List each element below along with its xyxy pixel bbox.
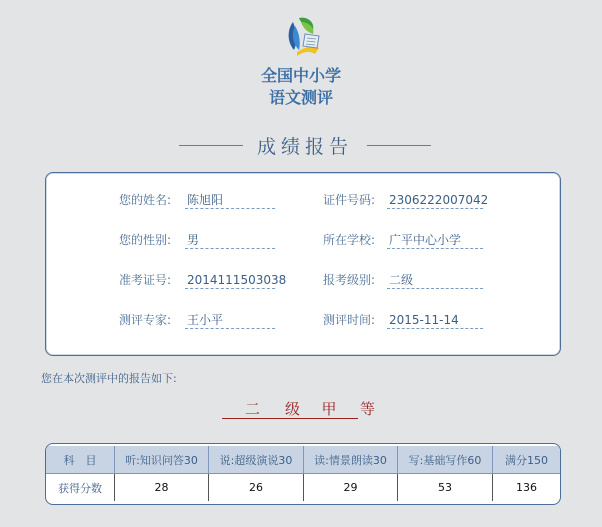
title-rule-right xyxy=(367,145,431,146)
school-label: 所在学校: xyxy=(323,233,376,247)
table-row xyxy=(46,474,560,502)
logo-title-line1: 全国中小学 xyxy=(260,66,341,85)
date-label: 测评时间: xyxy=(323,313,376,327)
exam-number-value: 2014111503038 xyxy=(185,270,275,289)
exam-number-label: 准考证号: xyxy=(119,273,172,287)
score-table xyxy=(46,446,560,501)
id-number-value: 2306222007042 xyxy=(387,190,483,209)
grade-part2: 级 xyxy=(260,398,300,419)
grade-part4: 等 xyxy=(360,400,376,418)
report-title-text: 成绩报告 xyxy=(256,135,353,158)
title-rule-left xyxy=(179,145,243,146)
gender-label: 您的性别: xyxy=(119,233,172,247)
book-leaf-logo-icon xyxy=(285,14,325,60)
score-table-card xyxy=(45,443,561,505)
id-number-label: 证件号码: xyxy=(323,193,376,207)
level-value: 二级 xyxy=(387,270,483,289)
row-label-score: 获得分数 xyxy=(46,474,115,502)
header-full-score: 满分150 xyxy=(493,446,561,474)
report-title xyxy=(175,133,435,157)
header-listening: 听:知识问答30 xyxy=(115,446,209,474)
date-value: 2015-11-14 xyxy=(387,310,483,329)
total-score: 136 xyxy=(493,474,561,502)
level-label: 报考级别: xyxy=(323,273,376,287)
logo-title-line2: 语文测评 xyxy=(268,88,333,107)
school-value: 广平中心小学 xyxy=(387,230,483,249)
expert-value: 王小平 xyxy=(185,310,275,329)
grade-part1: 二 xyxy=(222,398,260,419)
header-speaking: 说:超级演说30 xyxy=(209,446,304,474)
grade-part3: 甲 xyxy=(300,398,358,419)
name-value: 陈旭阳 xyxy=(185,190,275,209)
grade-result xyxy=(222,398,382,420)
header-writing: 写:基础写作60 xyxy=(398,446,493,474)
reading-score: 29 xyxy=(304,474,398,502)
name-label: 您的姓名: xyxy=(119,193,172,207)
header-subject: 科 目 xyxy=(46,446,115,474)
speaking-score: 26 xyxy=(209,474,304,502)
personal-info-card xyxy=(45,172,561,356)
listening-score: 28 xyxy=(115,474,209,502)
writing-score: 53 xyxy=(398,474,493,502)
gender-value: 男 xyxy=(185,230,275,249)
expert-label: 测评专家: xyxy=(119,313,172,327)
report-intro-text: 您在本次测评中的报告如下: xyxy=(41,372,177,385)
score-table-header-row xyxy=(46,446,560,474)
header-reading: 读:情景朗读30 xyxy=(304,446,398,474)
